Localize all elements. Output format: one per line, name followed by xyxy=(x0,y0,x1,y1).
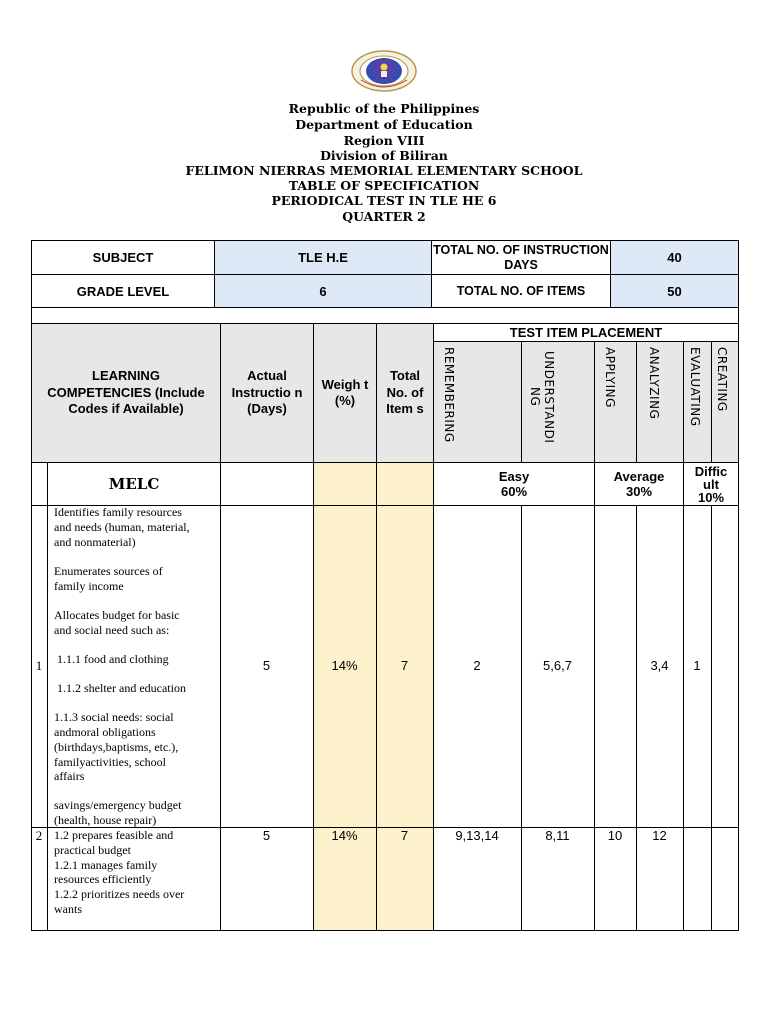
col-weight: Weigh t (%) xyxy=(313,324,376,462)
row1-num: 1 xyxy=(35,658,43,673)
deped-seal-icon xyxy=(351,50,417,92)
items-label: TOTAL NO. OF ITEMS xyxy=(431,274,610,307)
easy-label: Easy 60% xyxy=(433,462,594,505)
row1-line: 1.1.2 shelter and education xyxy=(57,681,186,695)
row1-days: 5 xyxy=(262,658,271,673)
row1-line: 1.1.1 food and clothing xyxy=(57,652,169,666)
weight-column-fill xyxy=(314,506,376,930)
row1-line: and nonmaterial) xyxy=(54,535,136,549)
row1-line: family income xyxy=(54,579,124,593)
row1-line: affairs xyxy=(54,769,85,783)
vline-days xyxy=(313,505,314,930)
vline-analyzing xyxy=(683,505,684,930)
subject-value: TLE H.E xyxy=(214,241,431,274)
average-label: Average 30% xyxy=(594,462,683,505)
col-remembering xyxy=(433,341,521,462)
header-tos: TABLE OF SPECIFICATION xyxy=(288,178,480,193)
row2-line: 1.2.1 manages family xyxy=(54,858,158,872)
vline-total xyxy=(433,505,434,930)
header-region: Region VIII xyxy=(343,133,425,148)
row1-line: Enumerates sources of xyxy=(54,564,163,578)
vline-num xyxy=(47,505,48,930)
creating-label: CREATING xyxy=(715,347,729,412)
col-understanding xyxy=(521,341,594,462)
row2-line: practical budget xyxy=(54,843,131,857)
grade-value: 6 xyxy=(214,274,431,307)
info-table xyxy=(31,240,739,324)
row2-line: 1.2.2 prioritizes needs over xyxy=(54,887,185,901)
row1-line: andmoral obligations xyxy=(54,725,156,739)
vline-understanding xyxy=(594,505,595,930)
header-quarter: QUARTER 2 xyxy=(342,209,426,224)
row1-total: 7 xyxy=(400,658,409,673)
melc-total-cell xyxy=(376,462,434,506)
melc-num-cell xyxy=(32,462,47,506)
row2-total: 7 xyxy=(400,828,409,843)
days-label: TOTAL NO. OF INSTRUCTION DAYS xyxy=(431,241,610,274)
row1-line: familyactivities, school xyxy=(54,755,166,769)
row1-line: 1.1.3 social needs: social xyxy=(54,710,174,724)
vline-applying xyxy=(636,505,637,930)
header-republic: Republic of the Philippines xyxy=(288,101,480,116)
row2-remembering: 9,13,14 xyxy=(455,828,499,843)
spec-table xyxy=(31,323,739,931)
vline-weight xyxy=(376,505,377,930)
row1-weight: 14% xyxy=(331,658,358,673)
vline-comp xyxy=(220,505,221,930)
row2-analyzing: 12 xyxy=(652,828,667,843)
col-placement: TEST ITEM PLACEMENT xyxy=(433,324,738,341)
col-applying xyxy=(594,341,636,462)
remembering-label: REMEMBERING xyxy=(442,347,456,443)
header-test: PERIODICAL TEST IN TLE HE 6 xyxy=(271,193,497,208)
vline-remembering xyxy=(521,505,522,930)
row1-line: Identifies family resources xyxy=(54,505,182,519)
row1-line: and social need such as: xyxy=(54,623,170,637)
row1-evaluating: 1 xyxy=(693,658,701,673)
melc-label: MELC xyxy=(47,462,220,505)
row2-applying: 10 xyxy=(607,828,623,843)
analyzing-label: ANALYZING xyxy=(647,347,661,420)
row1-line: Allocates budget for basic xyxy=(54,608,180,622)
row1-line: savings/emergency budget xyxy=(54,798,182,812)
row2-understanding: 8,11 xyxy=(545,828,570,843)
col-creating xyxy=(711,341,738,462)
evaluating-label: EVALUATING xyxy=(688,347,702,427)
row2-num: 2 xyxy=(35,828,43,843)
row2-line: resources efficiently xyxy=(54,872,152,886)
row2-line: 1.2 prepares feasible and xyxy=(54,828,174,842)
subject-label: SUBJECT xyxy=(92,250,154,265)
vline-evaluating xyxy=(711,505,712,930)
row1-analyzing: 3,4 xyxy=(650,658,669,673)
col-competencies: LEARNING COMPETENCIES (Include Codes if Available) xyxy=(32,324,220,462)
total-column-fill xyxy=(377,506,433,930)
header-school: FELIMON NIERRAS MEMORIAL ELEMENTARY SCHOOL xyxy=(185,163,583,178)
header-department: Department of Education xyxy=(295,117,473,132)
spacer-row xyxy=(32,307,738,324)
row1-remembering: 2 xyxy=(473,658,481,673)
row1-line: (health, house repair) xyxy=(54,813,157,827)
understanding-label: UNDERSTANDI NG xyxy=(528,350,556,444)
days-value: 40 xyxy=(610,241,738,274)
col-evaluating xyxy=(683,341,711,462)
row1-line: (birthdays,baptisms, etc.), xyxy=(54,740,179,754)
row2-weight: 14% xyxy=(331,828,358,843)
row1-understanding: 5,6,7 xyxy=(543,658,572,673)
difficult-label: Diffic ult 10% xyxy=(683,462,738,505)
col-total: Total No. of Item s xyxy=(376,324,433,462)
grade-label: GRADE LEVEL xyxy=(32,274,214,307)
melc-days-cell xyxy=(220,462,314,506)
col-days: Actual Instructio n (Days) xyxy=(220,324,313,462)
row2-days: 5 xyxy=(262,828,271,843)
row1-line: and needs (human, material, xyxy=(54,520,190,534)
applying-label: APPLYING xyxy=(603,347,617,408)
melc-weight-cell xyxy=(313,462,377,506)
items-value: 50 xyxy=(610,274,738,307)
col-analyzing xyxy=(636,341,683,462)
header-division: Division of Biliran xyxy=(320,148,448,163)
row2-line: wants xyxy=(54,902,82,916)
